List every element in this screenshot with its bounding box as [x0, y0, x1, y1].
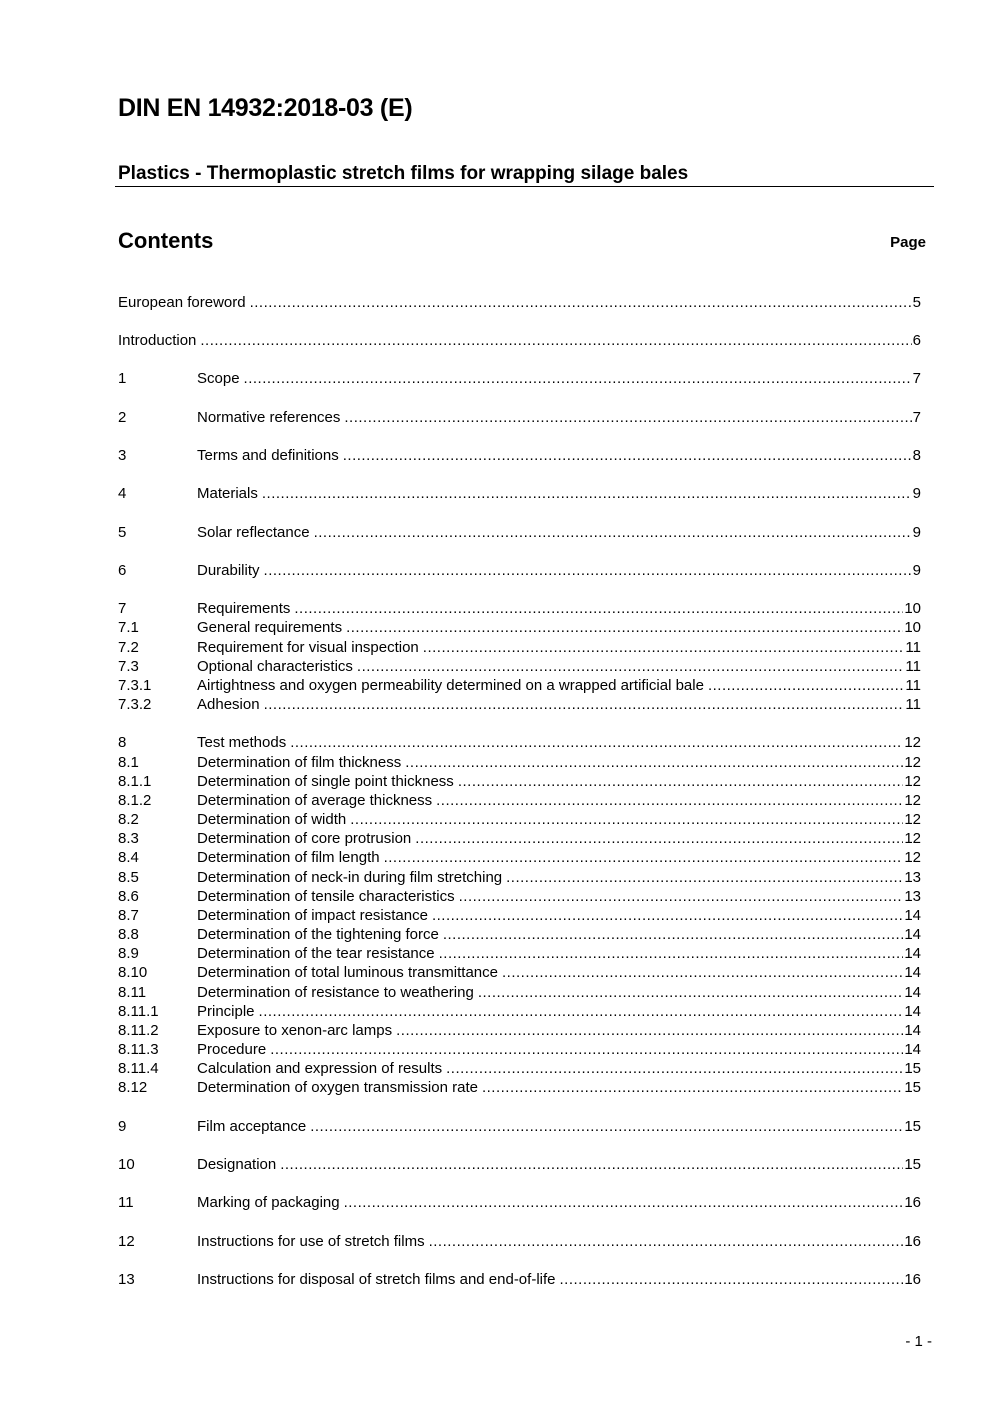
toc-entry-number: 8.11 — [118, 984, 147, 1001]
toc-entry[interactable] — [118, 944, 921, 963]
toc-entry[interactable] — [118, 791, 921, 810]
toc-entry-page: 9 — [912, 562, 921, 579]
toc-entry-page: 12 — [904, 734, 921, 751]
toc-entry-title: Requirements — [197, 600, 291, 617]
toc-entry-page: 15 — [904, 1118, 921, 1135]
toc-entry-title: Determination of film length — [197, 849, 380, 866]
toc-leader-dots — [357, 657, 905, 676]
toc-leader-dots — [264, 561, 912, 580]
toc-entry[interactable] — [118, 906, 921, 925]
toc-entry[interactable] — [118, 561, 921, 580]
toc-entry-page: 10 — [904, 619, 921, 636]
toc-entry-number: 5 — [118, 524, 127, 541]
toc-leader-dots — [423, 638, 905, 657]
toc-entry-number: 8.1 — [118, 754, 139, 771]
toc-entry-number: 8.5 — [118, 869, 139, 886]
toc-entry-number: 8.1.1 — [118, 773, 152, 790]
toc-entry-number: 7.3.1 — [118, 677, 152, 694]
toc-entry-title: Airtightness and oxygen permeability determined on a wrapped artificial bale — [197, 677, 704, 694]
toc-entry[interactable] — [118, 963, 921, 982]
toc-entry-title: Determination of width — [197, 811, 347, 828]
toc-entry-title: Determination of the tear resistance — [197, 945, 435, 962]
toc-entry-number: 1 — [118, 370, 127, 387]
toc-leader-dots — [294, 599, 903, 618]
toc-leader-dots — [250, 293, 912, 312]
toc-leader-dots — [244, 369, 912, 388]
toc-entry-page: 16 — [904, 1271, 921, 1288]
toc-leader-dots — [708, 676, 904, 695]
toc-entry[interactable] — [118, 1193, 921, 1212]
toc-entry-title: Determination of film thickness — [197, 754, 402, 771]
toc-entry-page: 13 — [904, 869, 921, 886]
toc-leader-dots — [415, 829, 903, 848]
toc-entry-number: 8.3 — [118, 830, 139, 847]
toc-entry-number: 8 — [118, 734, 127, 751]
toc-entry-page: 15 — [904, 1156, 921, 1173]
toc-entry-page: 16 — [904, 1233, 921, 1250]
toc-entry-title: Calculation and expression of results — [197, 1060, 443, 1077]
toc-entry[interactable] — [118, 1059, 921, 1078]
toc-leader-dots — [506, 868, 903, 887]
toc-entry[interactable] — [118, 1002, 921, 1021]
toc-entry-page: 16 — [904, 1194, 921, 1211]
toc-entry[interactable] — [118, 369, 921, 388]
toc-entry[interactable] — [118, 753, 921, 772]
toc-entry-page: 14 — [904, 926, 921, 943]
toc-leader-dots — [384, 848, 904, 867]
toc-leader-dots — [259, 1002, 904, 1021]
toc-leader-dots — [344, 408, 911, 427]
toc-leader-dots — [443, 925, 904, 944]
toc-entry-title: Marking of packaging — [197, 1194, 340, 1211]
toc-entry[interactable] — [118, 733, 921, 752]
toc-entry-title: Terms and definitions — [197, 447, 339, 464]
toc-entry-page: 9 — [912, 485, 921, 502]
toc-entry-title: Materials — [197, 485, 258, 502]
toc-leader-dots — [560, 1270, 904, 1289]
toc-entry[interactable] — [118, 848, 921, 867]
toc-leader-dots — [264, 695, 905, 714]
toc-entry-title: European foreword — [118, 294, 246, 311]
toc-entry[interactable] — [118, 887, 921, 906]
toc-entry-title: Procedure — [197, 1041, 267, 1058]
toc-entry-title: Determination of tensile characteristics — [197, 888, 455, 905]
toc-leader-dots — [344, 1193, 904, 1212]
toc-entry-page: 14 — [904, 1041, 921, 1058]
toc-entry-title: Determination of impact resistance — [197, 907, 428, 924]
toc-entry-title: Instructions for disposal of stretch films and end-of-life — [197, 1271, 556, 1288]
toc-entry[interactable] — [118, 829, 921, 848]
toc-entry-number: 8.7 — [118, 907, 139, 924]
toc-entry-number: 8.1.2 — [118, 792, 152, 809]
toc-leader-dots — [502, 963, 903, 982]
toc-entry-title: Determination of the tightening force — [197, 926, 439, 943]
toc-entry-number: 7.3.2 — [118, 696, 152, 713]
toc-entry-number: 7.2 — [118, 639, 139, 656]
toc-entry-page: 12 — [904, 811, 921, 828]
toc-entry-number: 3 — [118, 447, 127, 464]
toc-entry-title: Instructions for use of stretch films — [197, 1233, 425, 1250]
toc-leader-dots — [439, 944, 904, 963]
toc-entry-title: Determination of single point thickness — [197, 773, 454, 790]
toc-leader-dots — [280, 1155, 903, 1174]
toc-entry-number: 8.9 — [118, 945, 139, 962]
toc-entry-page: 11 — [905, 658, 921, 675]
toc-leader-dots — [290, 733, 903, 752]
toc-entry[interactable] — [118, 446, 921, 465]
toc-entry-number: 6 — [118, 562, 127, 579]
toc-entry-number: 7 — [118, 600, 127, 617]
toc-entry[interactable] — [118, 1078, 921, 1097]
toc-entry-page: 8 — [912, 447, 921, 464]
toc-entry-number: 11 — [118, 1194, 134, 1211]
toc-leader-dots — [405, 753, 903, 772]
toc-entry-title: Durability — [197, 562, 260, 579]
toc-entry-title: Exposure to xenon-arc lamps — [197, 1022, 393, 1039]
toc-entry[interactable] — [118, 638, 921, 657]
toc-entry-page: 13 — [904, 888, 921, 905]
toc-leader-dots — [200, 331, 911, 350]
toc-entry-title: Adhesion — [197, 696, 260, 713]
page-column-label: Page — [890, 234, 926, 251]
toc-entry-number: 13 — [118, 1271, 135, 1288]
toc-entry-number: 10 — [118, 1156, 135, 1173]
toc-entry[interactable] — [118, 1021, 921, 1040]
toc-leader-dots — [270, 1040, 903, 1059]
toc-entry[interactable] — [118, 1117, 921, 1136]
toc-entry-page: 10 — [904, 600, 921, 617]
toc-entry-title: Designation — [197, 1156, 277, 1173]
toc-leader-dots — [446, 1059, 903, 1078]
toc-entry-page: 11 — [905, 677, 921, 694]
document-title: Plastics - Thermoplastic stretch films for wrapping silage bales — [118, 163, 689, 184]
toc-entry-number: 8.8 — [118, 926, 139, 943]
toc-entry[interactable] — [118, 293, 921, 312]
toc-entry-number: 8.11.3 — [118, 1041, 159, 1058]
toc-entry[interactable] — [118, 408, 921, 427]
toc-entry-number: 8.11.1 — [118, 1003, 159, 1020]
toc-entry-title: Requirement for visual inspection — [197, 639, 419, 656]
toc-leader-dots — [459, 887, 904, 906]
toc-entry[interactable] — [118, 484, 921, 503]
toc-leader-dots — [482, 1078, 903, 1097]
toc-entry-number: 12 — [118, 1233, 135, 1250]
toc-entry-number: 8.4 — [118, 849, 139, 866]
toc-entry[interactable] — [118, 772, 921, 791]
contents-heading: Contents — [118, 228, 214, 253]
toc-entry[interactable] — [118, 1270, 921, 1289]
toc-entry-number: 4 — [118, 485, 127, 502]
toc-entry-page: 12 — [904, 792, 921, 809]
toc-entry-page: 14 — [904, 984, 921, 1001]
toc-entry[interactable] — [118, 983, 921, 1002]
toc-leader-dots — [346, 618, 903, 637]
toc-entry-page: 11 — [905, 696, 921, 713]
toc-entry-title: Determination of oxygen transmission rate — [197, 1079, 478, 1096]
toc-entry-page: 12 — [904, 849, 921, 866]
toc-leader-dots — [396, 1021, 903, 1040]
toc-entry-title: Principle — [197, 1003, 255, 1020]
toc-leader-dots — [458, 772, 904, 791]
toc-entry-number: 8.6 — [118, 888, 139, 905]
toc-entry[interactable] — [118, 523, 921, 542]
toc-entry-page: 15 — [904, 1060, 921, 1077]
toc-entry-page: 15 — [904, 1079, 921, 1096]
toc-entry-number: 8.11.2 — [118, 1022, 159, 1039]
toc-entry-number: 7.3 — [118, 658, 139, 675]
toc-entry-title: Film acceptance — [197, 1118, 307, 1135]
toc-entry-page: 14 — [904, 964, 921, 981]
toc-entry-number: 8.2 — [118, 811, 139, 828]
toc-leader-dots — [262, 484, 912, 503]
toc-entry[interactable] — [118, 331, 921, 350]
toc-leader-dots — [343, 446, 912, 465]
toc-entry-title: Scope — [197, 370, 240, 387]
toc-entry[interactable] — [118, 868, 921, 887]
toc-leader-dots — [310, 1117, 903, 1136]
toc-entry-page: 7 — [912, 370, 921, 387]
toc-leader-dots — [350, 810, 903, 829]
page-number: - 1 - — [905, 1333, 932, 1350]
toc-entry-number: 8.11.4 — [118, 1060, 159, 1077]
toc-leader-dots — [429, 1232, 904, 1251]
toc-entry-page: 7 — [912, 409, 921, 426]
toc-entry-page: 12 — [904, 754, 921, 771]
toc-leader-dots — [478, 983, 904, 1002]
toc-entry-page: 12 — [904, 830, 921, 847]
toc-entry-page: 14 — [904, 907, 921, 924]
toc-entry-title: Test methods — [197, 734, 287, 751]
toc-entry[interactable] — [118, 657, 921, 676]
toc-entry[interactable] — [118, 925, 921, 944]
toc-leader-dots — [314, 523, 912, 542]
toc-entry-number: 2 — [118, 409, 127, 426]
toc-entry-page: 11 — [905, 639, 921, 656]
toc-entry-page: 14 — [904, 945, 921, 962]
toc-leader-dots — [436, 791, 903, 810]
toc-entry-page: 9 — [912, 524, 921, 541]
toc-entry-page: 12 — [904, 773, 921, 790]
toc-entry-title: Optional characteristics — [197, 658, 353, 675]
toc-entry-title: Determination of total luminous transmittance — [197, 964, 498, 981]
toc-entry-title: Determination of neck-in during film stretching — [197, 869, 503, 886]
toc-entry-number: 8.12 — [118, 1079, 148, 1096]
toc-entry-title: Introduction — [118, 332, 197, 349]
toc-entry-title: Solar reflectance — [197, 524, 310, 541]
toc-leader-dots — [432, 906, 903, 925]
toc-entry-number: 9 — [118, 1118, 127, 1135]
toc-entry[interactable] — [118, 618, 921, 637]
toc-entry[interactable] — [118, 695, 921, 714]
toc-entry-number: 8.10 — [118, 964, 148, 981]
toc-entry-page: 14 — [904, 1022, 921, 1039]
toc-entry-title: Determination of average thickness — [197, 792, 433, 809]
toc-entry-title: General requirements — [197, 619, 343, 636]
document-id: DIN EN 14932:2018-03 (E) — [118, 94, 413, 122]
toc-entry[interactable] — [118, 810, 921, 829]
toc-entry-number: 7.1 — [118, 619, 139, 636]
toc-entry-title: Determination of resistance to weathering — [197, 984, 474, 1001]
toc-entry-title: Determination of core protrusion — [197, 830, 412, 847]
toc-entry[interactable] — [118, 1232, 921, 1251]
toc-entry[interactable] — [118, 1040, 921, 1059]
toc-entry-title: Normative references — [197, 409, 341, 426]
toc-entry[interactable] — [118, 676, 921, 695]
toc-entry-page: 5 — [912, 294, 921, 311]
toc-entry-page: 6 — [912, 332, 921, 349]
toc-entry[interactable] — [118, 599, 921, 618]
toc-entry[interactable] — [118, 1155, 921, 1174]
toc-entry-page: 14 — [904, 1003, 921, 1020]
